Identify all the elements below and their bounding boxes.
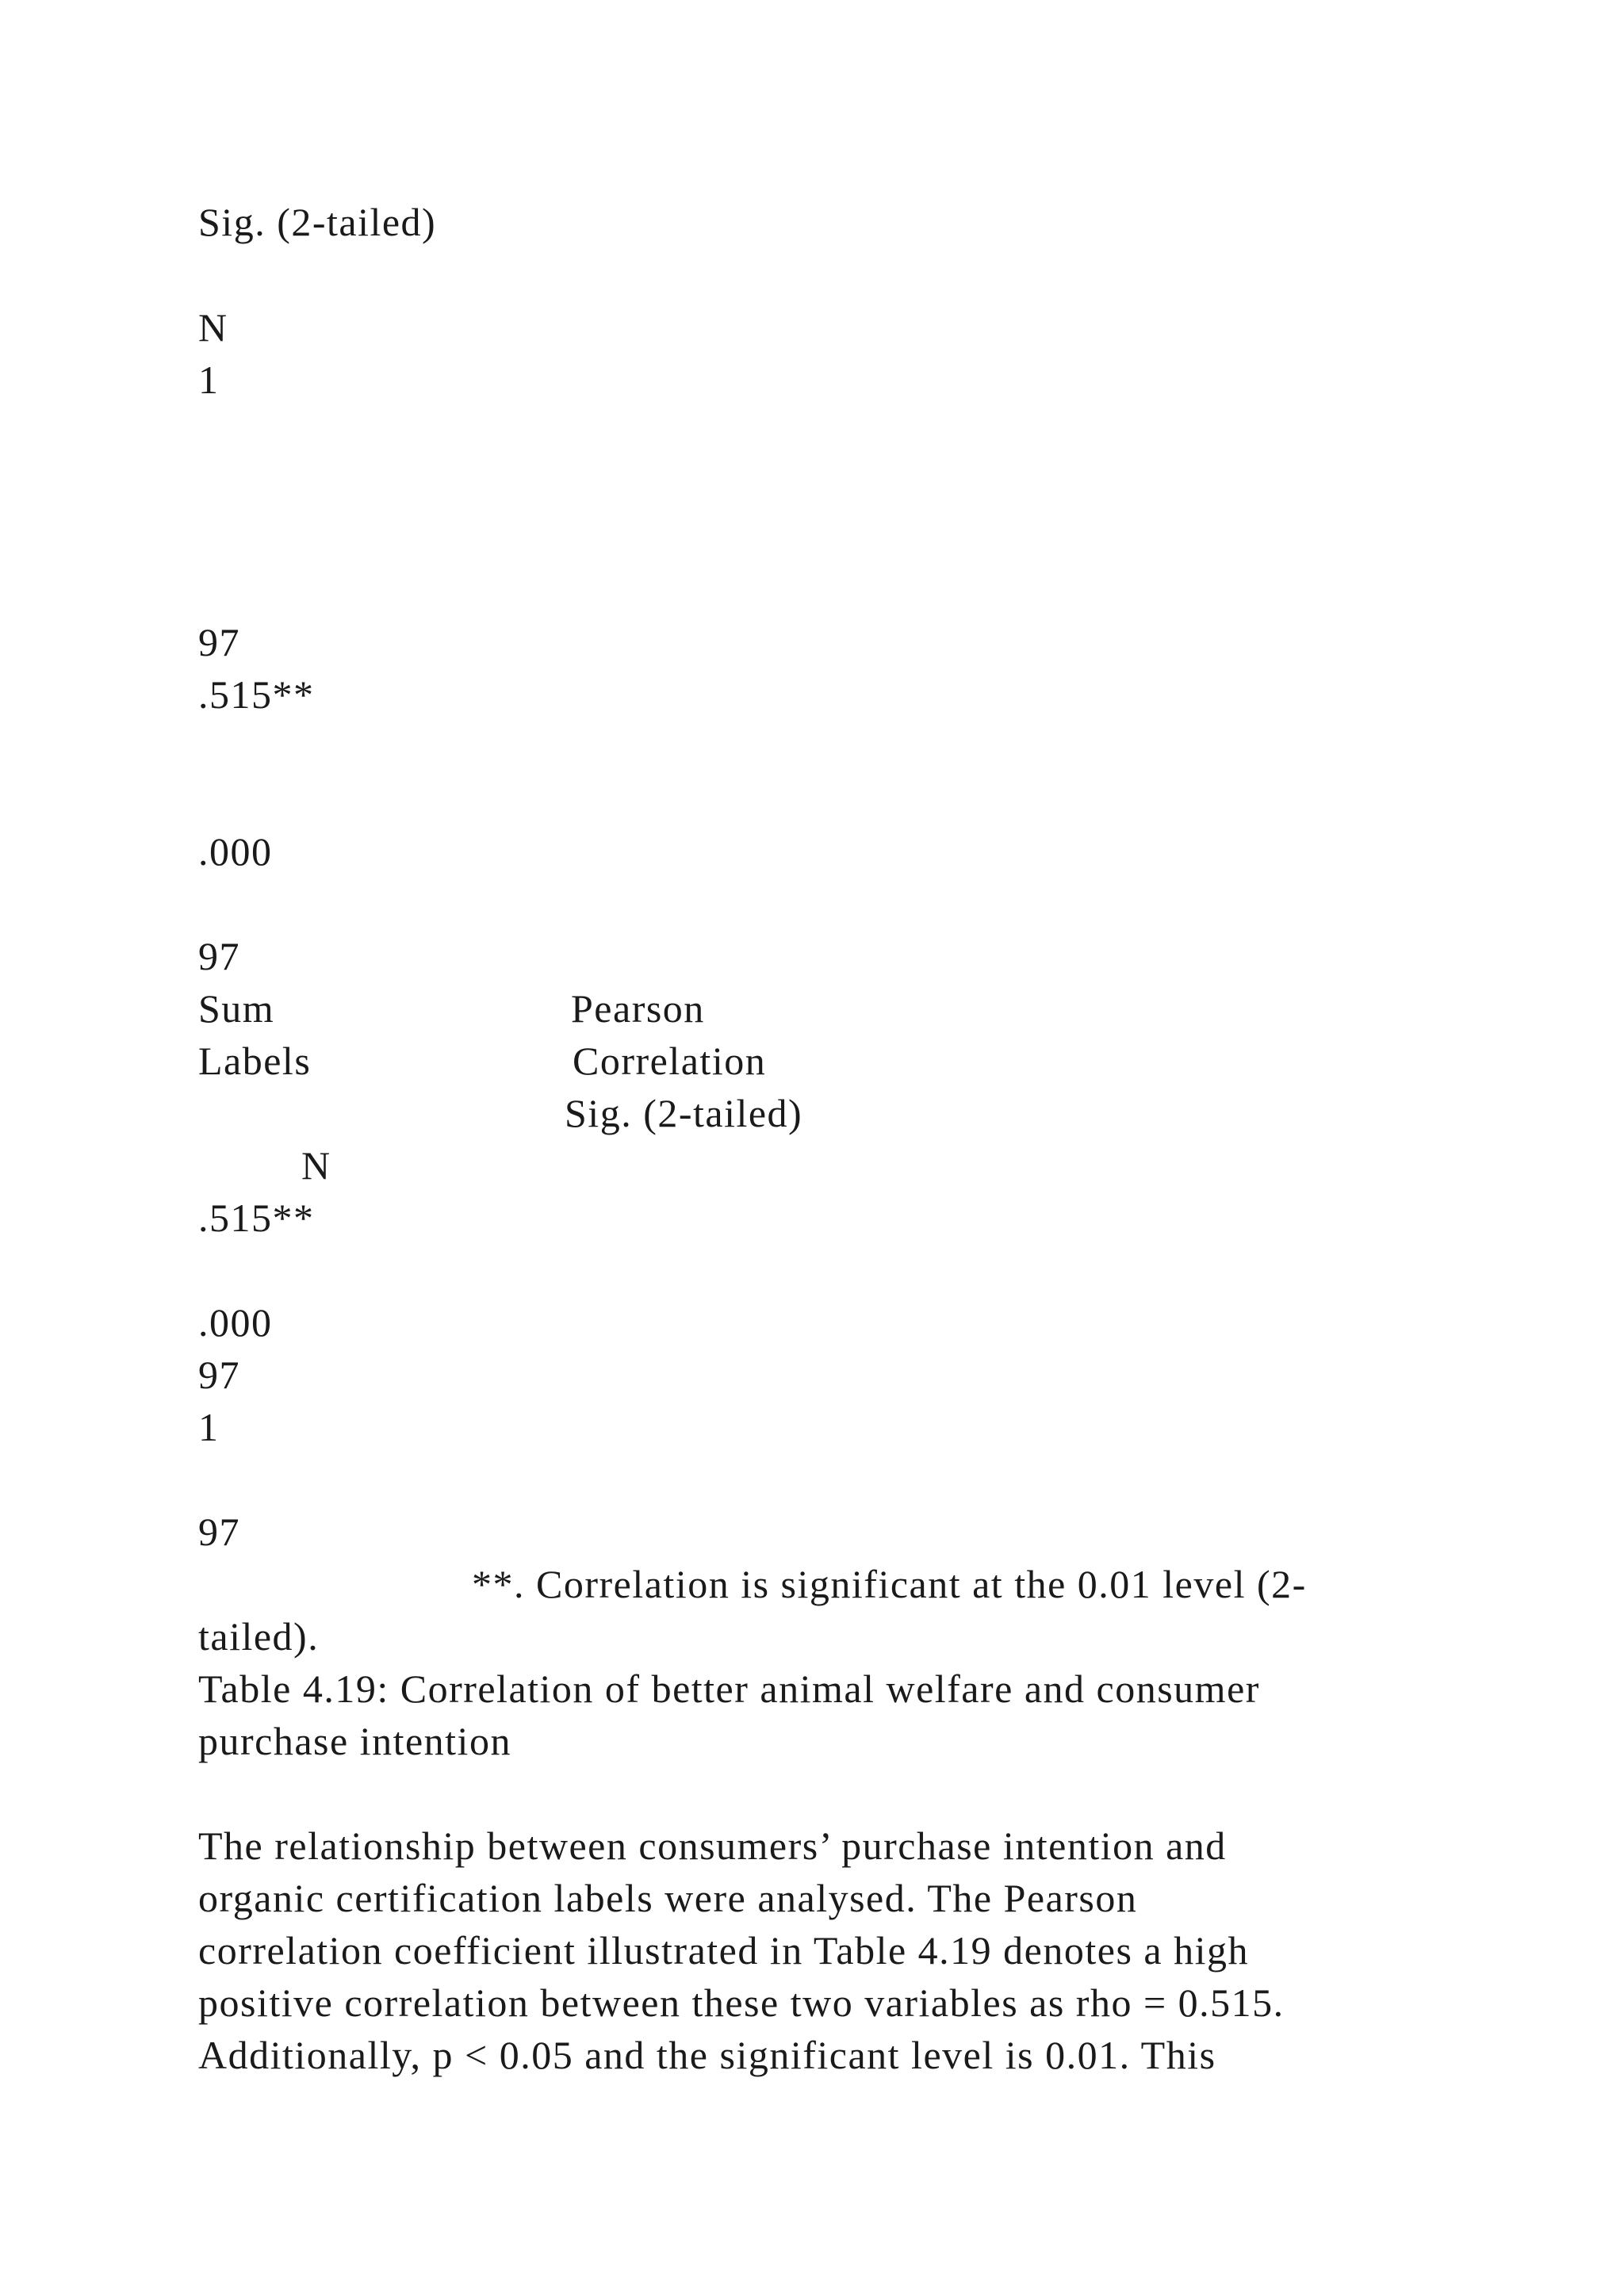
paragraph-line: The relationship between consumers’ purchase intention and	[198, 1823, 1227, 1868]
paragraph-line: positive correlation between these two variables as rho = 0.515.	[198, 1980, 1285, 2025]
row2-label-line1: Sum	[198, 986, 275, 1031]
row1-n-label: N	[198, 305, 228, 350]
row2-pearson-label-line1: Pearson	[571, 986, 705, 1031]
row1-pearson-self-value: 1	[198, 358, 220, 402]
table-caption-line1: Table 4.19: Correlation of better animal welfare and consumer	[198, 1667, 1260, 1711]
row1-n-self-value: 97	[198, 620, 240, 664]
row1-sig-label: Sig. (2-tailed)	[198, 200, 437, 244]
row2-pearson-label-line2: Correlation	[573, 1039, 767, 1083]
row2-label-line2: Labels	[198, 1039, 312, 1083]
row1-sig-cross-value: .000	[198, 829, 273, 874]
row2-n-label: N	[301, 1143, 331, 1188]
row2-n-self-value: 97	[198, 1510, 240, 1554]
paragraph-line: organic certification labels were analysed. The Pearson	[198, 1876, 1138, 1920]
row2-sig-label: Sig. (2-tailed)	[565, 1091, 803, 1135]
paragraph-line: Additionally, p < 0.05 and the significant level is 0.01. This	[198, 2033, 1216, 2077]
table-caption-line2: purchase intention	[198, 1719, 511, 1763]
row1-pearson-cross-value: .515**	[198, 672, 315, 717]
paragraph-line: correlation coefficient illustrated in Table 4.19 denotes a high	[198, 1928, 1249, 1973]
row1-n-cross-value: 97	[198, 934, 240, 978]
footnote-line1: **. Correlation is significant at the 0.01 level (2-	[472, 1562, 1307, 1606]
row2-pearson-self-value: 1	[198, 1405, 220, 1449]
row2-sig-cross-value: .000	[198, 1300, 273, 1345]
footnote-line2: tailed).	[198, 1614, 320, 1659]
row2-n-cross-value: 97	[198, 1353, 240, 1397]
row2-pearson-cross-value: .515**	[198, 1196, 315, 1240]
body-paragraph	[198, 1820, 1435, 2081]
